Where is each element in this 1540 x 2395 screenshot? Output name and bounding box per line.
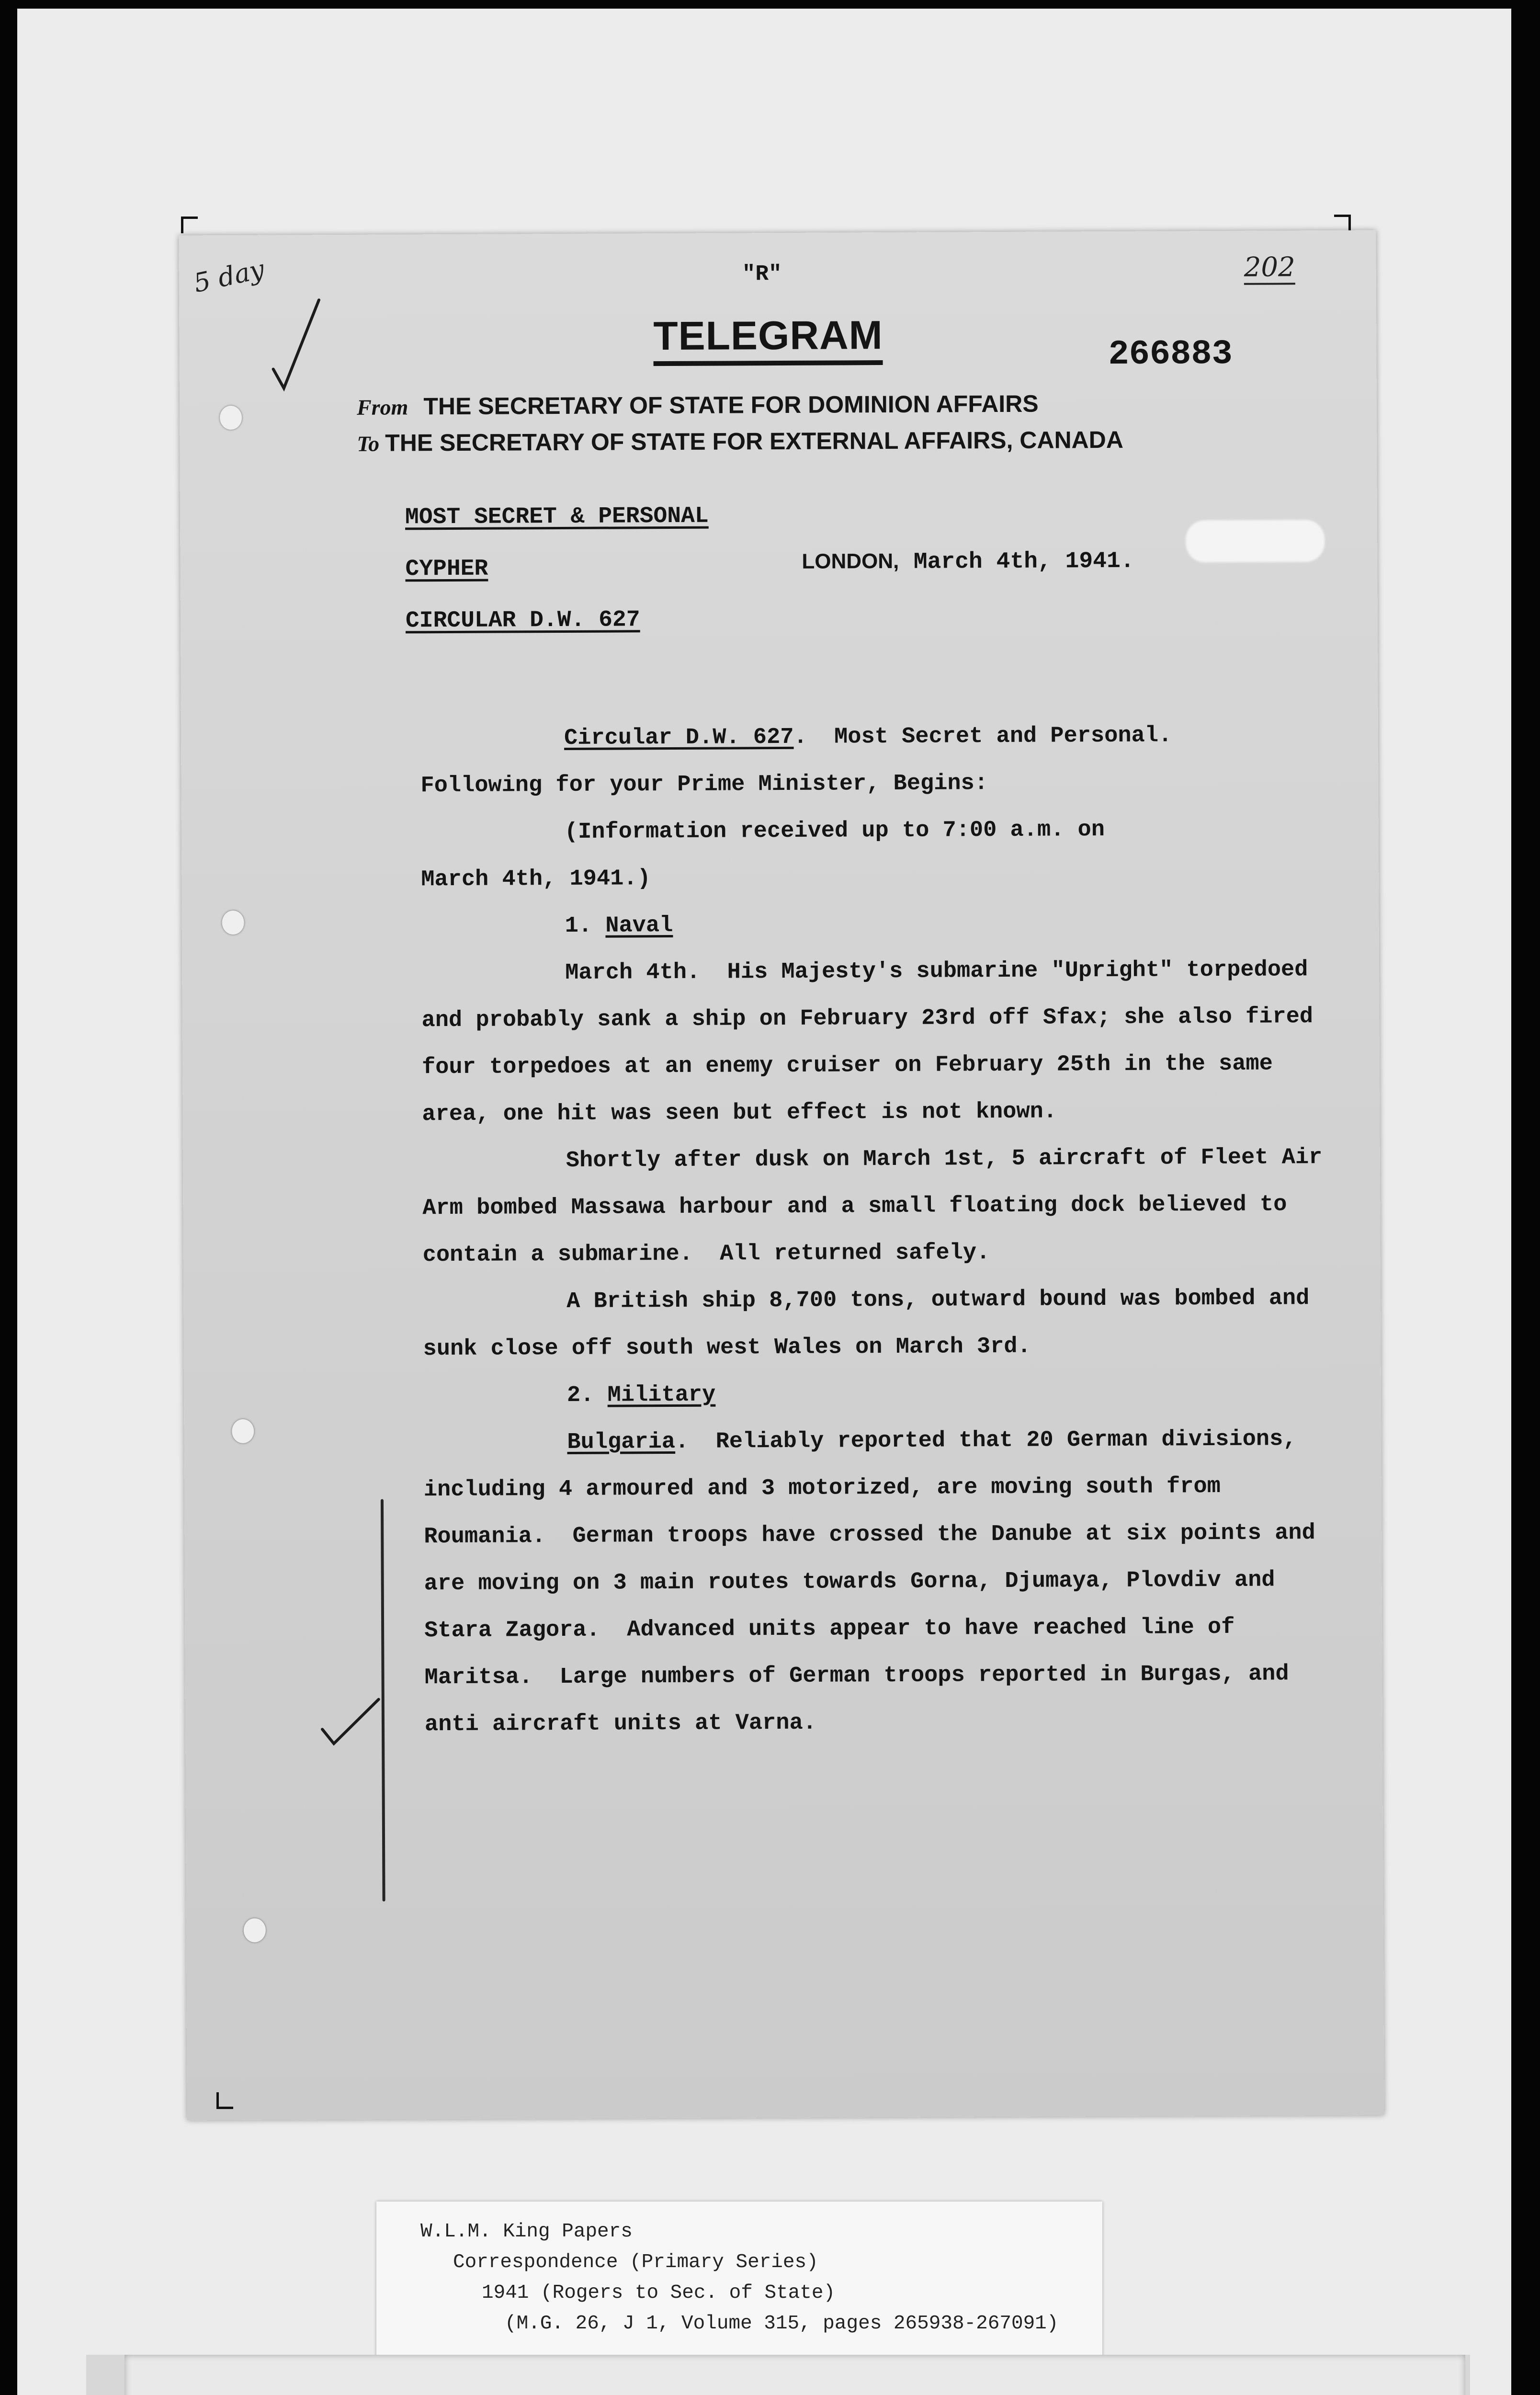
archives-plate: [125, 2355, 1465, 2395]
to-text: THE SECRETARY OF STATE FOR EXTERNAL AFFAIRS, CANADA: [385, 426, 1124, 456]
telegram-page: [179, 230, 1384, 2121]
body-line: (Information received up to 7:00 a.m. on: [564, 817, 1105, 845]
r-mark: "R": [742, 261, 782, 287]
paragraph: Bulgaria. Reliably reported that 20 German divisions, including 4 armoured and 3 motorized, are moving south from Roumania. German troops have crossed the Danube at six points and are moving on 3 main routes towards Gorna, Djumaya, Plovdiv and Stara Zagora. Advanced units appear to have reached line of Maritsa. Large numbers of German troops reported in Burgas, and anti aircraft units at Varna.: [423, 1426, 1329, 1738]
serial-number: 266883: [1108, 334, 1233, 375]
circular-ref: Circular D.W. 627: [564, 724, 794, 751]
archive-label: [376, 2201, 1102, 2360]
crop-mark-top-left: [181, 217, 198, 233]
punch-hole: [232, 1419, 254, 1443]
document-title: TELEGRAM: [653, 312, 883, 366]
body-line: March 4th, 1941.): [421, 866, 651, 893]
margin-note: 5 day: [191, 253, 267, 299]
page-number: 202: [1244, 251, 1295, 285]
punch-hole: [220, 406, 242, 430]
paragraph: Shortly after dusk on March 1st, 5 aircraft of Fleet Air Arm bombed Massawa harbour and a small floating dock believed to contain a submarine. All returned safely.: [422, 1144, 1336, 1268]
section-military: 2. Military: [566, 1382, 716, 1408]
check-mark-icon: [270, 297, 323, 393]
classification: MOST SECRET & PERSONAL: [405, 503, 709, 531]
to-line: [357, 426, 1123, 457]
label-line: W.L.M. King Papers: [420, 2221, 633, 2243]
label-line: (M.G. 26, J 1, Volume 315, pages 265938-267091): [505, 2313, 1059, 2335]
transmission-method: CYPHER: [405, 556, 488, 582]
punch-hole: [222, 911, 244, 935]
from-label: From: [356, 395, 408, 420]
paragraph: March 4th. His Majesty's submarine "Upright" torpedoed and probably sank a ship on February 23rd off Sfax; she also fired four torpedoes at an enemy cruiser on February 25th in the same area, one hit was seen but effect is not known.: [421, 957, 1327, 1128]
section-naval: 1. Naval: [565, 912, 673, 939]
date: March 4th, 1941.: [913, 548, 1134, 575]
body-line: Following for your Prime Minister, Begins:: [420, 771, 988, 799]
label-line: Correspondence (Primary Series): [453, 2251, 818, 2273]
message-body: [420, 712, 1336, 1748]
paragraph: A British ship 8,700 tons, outward bound was bombed and sunk close off south west Wales on March 3rd.: [423, 1286, 1323, 1362]
punch-hole: [244, 1918, 266, 1942]
check-mark-icon: [319, 1696, 382, 1749]
location: LONDON,: [802, 549, 899, 573]
from-line: [357, 390, 1039, 421]
crop-mark-bottom-left: [216, 2092, 233, 2109]
body-opening: Circular D.W. 627. Most Secret and Personal.: [564, 723, 1172, 751]
plate-edge: [86, 2355, 125, 2395]
from-text: THE SECRETARY OF STATE FOR DOMINION AFFAIRS: [423, 390, 1039, 420]
dateline: [802, 548, 1134, 576]
crop-mark-top-right: [1334, 215, 1351, 231]
to-label: To: [357, 431, 380, 456]
circular-number: CIRCULAR D.W. 627: [405, 607, 640, 634]
tape-mark: [1186, 520, 1325, 562]
label-line: 1941 (Rogers to Sec. of State): [482, 2282, 836, 2304]
